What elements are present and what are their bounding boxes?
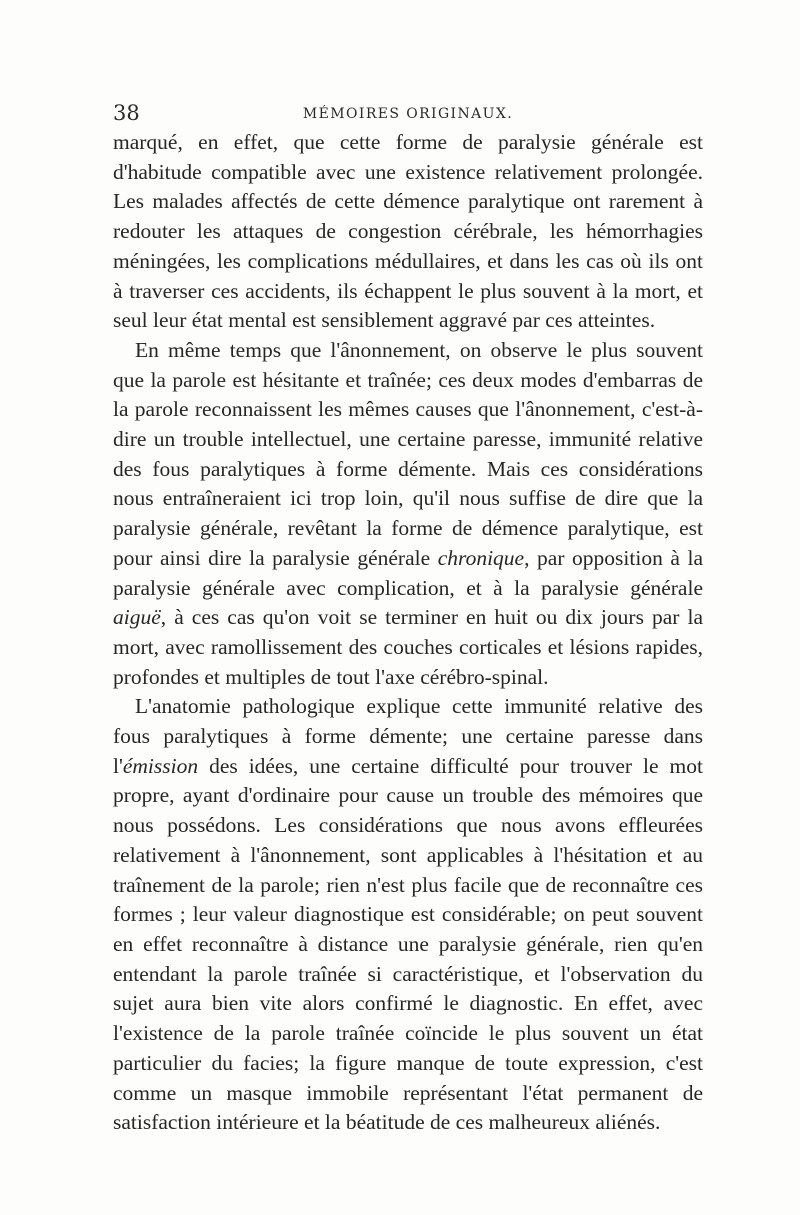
page-header [113, 98, 703, 128]
paragraph-continuation: marqué, en effet, que cette forme de paralysie générale est d'habitude compatible avec une existence relativement prolongée. Les malades affectés de cette démence paralytique ont rarement à redouter les attaques de congestion cérébrale, les hémorrhagies méningées, les complications médullaires, et dans les cas où ils ont à traverser ces accidents, ils échappent le plus souvent à la mort, et seul leur état mental est sensiblement aggravé par ces atteintes. [113, 130, 703, 333]
italic-term-aigue: aiguë [113, 605, 161, 630]
paragraph-text: , à ces cas qu'on voit se terminer en huit ou dix jours par la mort, avec ramollissement des couches corticales et lésions rapides, profondes et multiples de tout l'axe cérébro-spinal. [113, 605, 703, 689]
running-title: MÉMOIRES ORIGINAUX. [302, 106, 514, 122]
paragraph-text: En même temps que l'ânonnement, on observe le plus souvent que la parole est hésitante et traînée; ces deux modes d'embarras de la parole reconnaissent les mêmes causes que l'ânonnement, c'est-à-dire un trouble intellectuel, une certaine paresse, immunité relative des fous paralytiques à forme démente. Mais ces considérations nous entraîneraient ici trop loin, qu'il nous suffise de dire que la paralysie générale, revêtant la forme de démence paralytique, est pour ainsi dire la paralysie générale [113, 337, 703, 570]
paragraph-text: , par opposition à la paralysie générale avec complication, et à la paralysie générale [113, 545, 703, 600]
paragraph-anatomie [113, 692, 703, 1138]
body-text [113, 128, 703, 1138]
page-number: 38 [113, 101, 140, 125]
paragraph-anonnement [113, 336, 703, 692]
italic-term-emission: émission [122, 753, 199, 778]
italic-term-chronique: chronique [437, 545, 525, 570]
paragraph-text: L'anatomie pathologique explique cette immunité relative des fous paralytiques à forme démente; une certaine paresse dans l' [113, 694, 703, 778]
paragraph-text: des idées, une certaine difficulté pour trouver le mot propre, ayant d'ordinaire pour cause un trouble des mémoires que nous possédons. Les considérations que nous avons effleurées relativement à l'ânonnement, sont applicables à l'hésitation et au traînement de la parole; rien n'est plus facile que de reconnaître ces formes ; leur valeur diagnostique est considérable; on peut souvent en effet reconnaître à distance une paralysie générale, rien qu'en entendant la parole traînée si caractéristique, et l'observation du sujet aura bien vite alors confirmé le diagnostic. En effet, avec l'existence de la parole traînée coïncide le plus souvent un état particulier du facies; la figure manque de toute expression, c'est comme un masque immobile représentant l'état permanent de satisfaction intérieure et la béatitude de ces malheureux aliénés. [113, 753, 703, 1135]
